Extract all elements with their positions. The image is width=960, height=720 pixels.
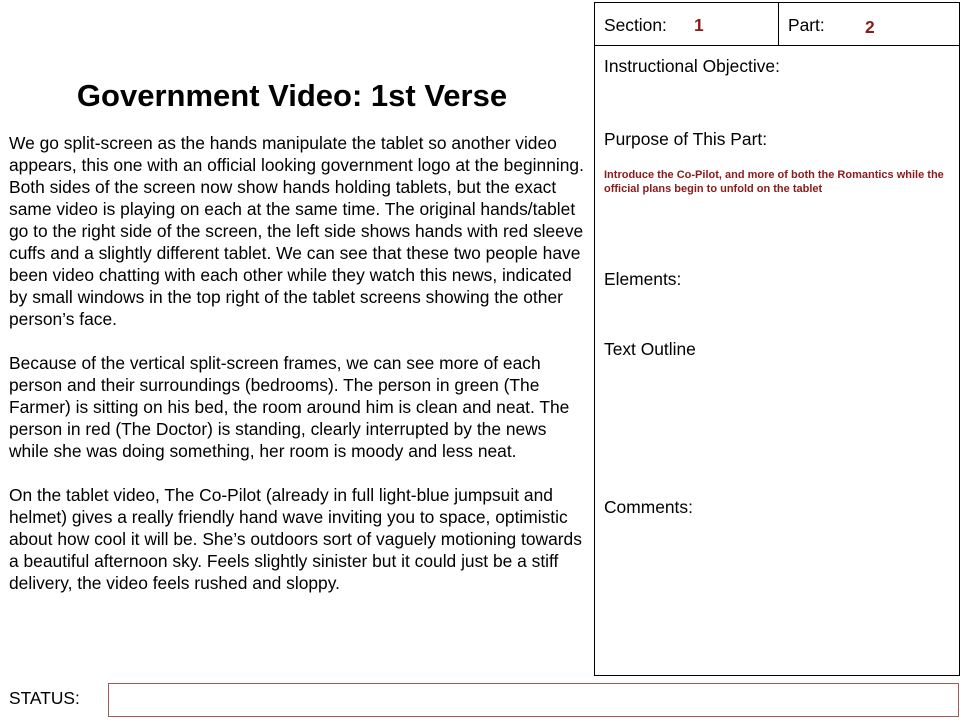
status-field[interactable] bbox=[108, 683, 959, 717]
section-cell bbox=[595, 3, 779, 45]
part-value[interactable]: 2 bbox=[865, 17, 875, 37]
panel-header-row bbox=[595, 3, 959, 46]
comments-label: Comments: bbox=[604, 497, 693, 517]
section-label: Section: bbox=[604, 15, 667, 35]
description-paragraph: We go split-screen as the hands manipulate the tablet so another video appears, this one with an official looking government logo at the beginning. Both sides of the screen now show hands holding tablets, but the exact same video is playing on each at the same time. The original hands/tablet go to the right side of the screen, the left side shows hands with red sleeve cuffs and a slightly different tablet. We can see that these two people have been video chatting with each other while they watch this news, indicated by small windows in the top right of the tablet screens showing the other person’s face. bbox=[9, 133, 584, 329]
part-cell bbox=[779, 3, 959, 45]
instructional-objective-label: Instructional Objective: bbox=[604, 56, 780, 76]
storyboard-info-panel bbox=[594, 2, 960, 676]
page-title: Government Video: 1st Verse bbox=[76, 78, 508, 113]
purpose-label: Purpose of This Part: bbox=[604, 129, 768, 149]
text-outline-label: Text Outline bbox=[604, 339, 696, 359]
purpose-text[interactable]: Introduce the Co-Pilot, and more of both the Romantics while the official plans begin to unfold on the tablet bbox=[604, 169, 944, 195]
part-label: Part: bbox=[788, 15, 825, 35]
section-value[interactable]: 1 bbox=[694, 15, 704, 35]
elements-label: Elements: bbox=[604, 269, 682, 289]
description-paragraph: Because of the vertical split-screen frames, we can see more of each person and their surroundings (bedrooms). The person in green (The Farmer) is sitting on his bed, the room around him is clean and neat. The person in red (The Doctor) is standing, clearly interrupted by the news while she was doing something, her room is moody and less neat. bbox=[9, 353, 570, 461]
description-paragraph: On the tablet video, The Co-Pilot (already in full light-blue jumpsuit and helmet) gives a really friendly hand wave inviting you to space, optimistic about how cool it will be. She’s outdoors sort of vaguely motioning towards a beautiful afternoon sky. Feels slightly sinister but it could just be a stiff delivery, the video feels rushed and sloppy. bbox=[9, 485, 582, 593]
status-label: STATUS: bbox=[9, 688, 80, 708]
scene-description bbox=[9, 132, 587, 616]
